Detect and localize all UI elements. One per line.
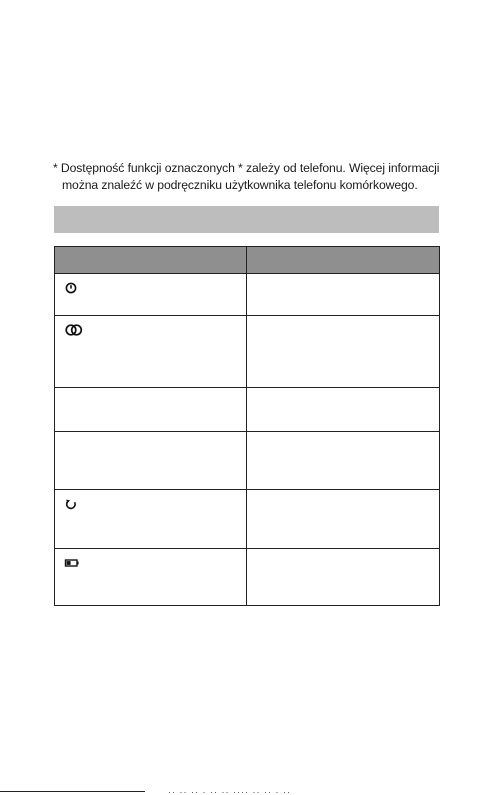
footnote: [53, 160, 453, 194]
table-cell: [247, 274, 440, 316]
double-ring-icon: [64, 323, 84, 337]
header-cell-function: [55, 247, 247, 274]
table-cell: [247, 316, 440, 388]
table-row: [55, 316, 440, 388]
footer-rule: [0, 791, 145, 792]
table-cell: [55, 432, 247, 490]
redial-icon: [64, 497, 78, 511]
footnote-line-2: można znaleźć w podręczniku użytkownika telefonu komórkowego.: [62, 178, 418, 192]
table-cell: [247, 549, 440, 606]
table-row: [55, 432, 440, 490]
table-cell: [247, 388, 440, 432]
table-row: [55, 388, 440, 432]
table-cell: [247, 432, 440, 490]
table-cell-icon: [55, 274, 247, 316]
table-header-row: [55, 247, 440, 274]
footer-text: ·· ·· ·· · ·· ·· ···· ·· ·· · ··: [168, 788, 291, 795]
battery-icon: [64, 556, 80, 570]
table-cell: [55, 388, 247, 432]
table-row: [55, 274, 440, 316]
section-header-bar: [54, 206, 439, 233]
table-cell-icon: [55, 549, 247, 606]
feature-table: [54, 246, 440, 606]
power-icon: [64, 281, 78, 295]
table-cell-icon: [55, 316, 247, 388]
table-cell-icon: [55, 490, 247, 549]
table-row: [55, 549, 440, 606]
table-row: [55, 490, 440, 549]
header-cell-description: [247, 247, 440, 274]
table-cell: [247, 490, 440, 549]
footnote-line-1: * Dostępność funkcji oznaczonych * zależy od telefonu. Więcej informacji: [53, 161, 440, 175]
